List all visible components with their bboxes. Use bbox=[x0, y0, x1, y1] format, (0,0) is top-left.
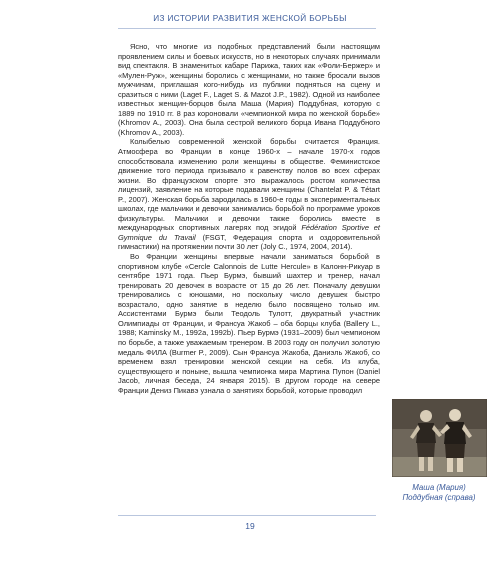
paragraph-2 bbox=[118, 137, 380, 252]
photo-caption bbox=[384, 483, 494, 503]
wrestlers-photo-icon bbox=[392, 399, 487, 477]
running-header: ИЗ ИСТОРИИ РАЗВИТИЯ ЖЕНСКОЙ БОРЬБЫ bbox=[153, 14, 347, 23]
paragraph-3 bbox=[118, 252, 380, 395]
paragraph-3-text: Во Франции женщины впервые начали заниматься борьбой в спортивном клубе «Cercle Calonnois de Lutte Hercule» в Калонн-Рикуар в сентябре 1971 года. Пьер Бурмэ, бывший шахтер и тренер, начал тренировать 20 девочек в возрасте от 15 до 26 лет. Поначалу девушки тренировались с юношами, но поскольку число девушек быстро возрастало, одно занятие в неделю было посвящено только им. Ассистентами Бурмэ были Теодоль Тулотт, двукратный участник Олимпиады от Франции, и Франсуа Жакоб – оба борцы клуба (Ballery L., 1988; Kaminsky M., 1992a, 1992b). Пьер Бурмэ (1931–2009) был чемпионом по борьбе, а также уважаемым тренером. В 2003 году он получил золотую медаль ФИЛА (Burmer P., 2009). Сын Франсуа Жакоба, Даниэль Жакоб, со временем взял тренировки женской секции на себя. Из клуба, существующего и поныне, вышла чемпионка мира Мартина Пупон (Daniel Jacob, личная беседа, 24 января 2015). В другом городе на севере Франции Дениз Пикавэ узнала о занятиях борьбой, которые проводил bbox=[118, 252, 380, 395]
article-body bbox=[118, 42, 380, 395]
caption-line-2: Поддубная (справа) bbox=[402, 493, 476, 502]
paragraph-1 bbox=[118, 42, 380, 137]
paragraph-2-tail: (FSGT, Федерация спорта и оздоровительной гимнастики) на протяжении почти 30 лет (Joly C., 1974, 2004, 2014). bbox=[118, 232, 380, 252]
paragraph-2-text: Колыбелью современной женской борьбы считается Франция. Атмосфера во Франции в конце 1960-х – начале 1970-х годов способствовала изменению роли женщины в обществе. Феминистское движение того периода призывало к равенству полов во всех сферах жизни. Во французском спорте это выражалось ростом количества лицензий, заявление на которые подавали женщины (Chantelat P. & Tétart P., 2007). Женская борьба зародилась в 1960-е годы в экспериментальных школах, где мальчики и девочки занимались борьбой по программе уроков физкультуры. Мальчики и девочки также боролись вместе в международных спортивных лагерях под эгидой bbox=[118, 137, 380, 233]
paragraph-1-text: Ясно, что многие из подобных представлений были настоящим проявлением силы и боевых искусств, но в некоторых случаях принимали вид спектакля. В знаменитых кабаре Парижа, таких как «Фоли-Бержер» и «Мулен-Руж», женщины боролись с женщинами, но также бросали вызов мужчинам, приглашая кого-нибудь из публики подняться на сцену и сразиться с ними (Laget F., Laget S. & Mazot J.P., 1982). Одной из наиболее известных женщин-борцов была Маша (Мария) Поддубная, которую с 1889 по 1910 гг. 8 раз короновали «чемпионкой мира по женской борьбе» (Khromov A., 2003). Она была сестрой великого борца Ивана Поддубного (Khromov A., 2003). bbox=[118, 42, 380, 137]
footer-divider bbox=[118, 515, 376, 516]
historical-photo bbox=[392, 399, 487, 477]
page-number: 19 bbox=[245, 521, 255, 531]
header-divider bbox=[118, 28, 376, 29]
paragraph-2-italic: Fédération Sportive et Gymnique du Travail bbox=[118, 223, 380, 242]
caption-line-1: Маша (Мария) bbox=[412, 483, 466, 492]
